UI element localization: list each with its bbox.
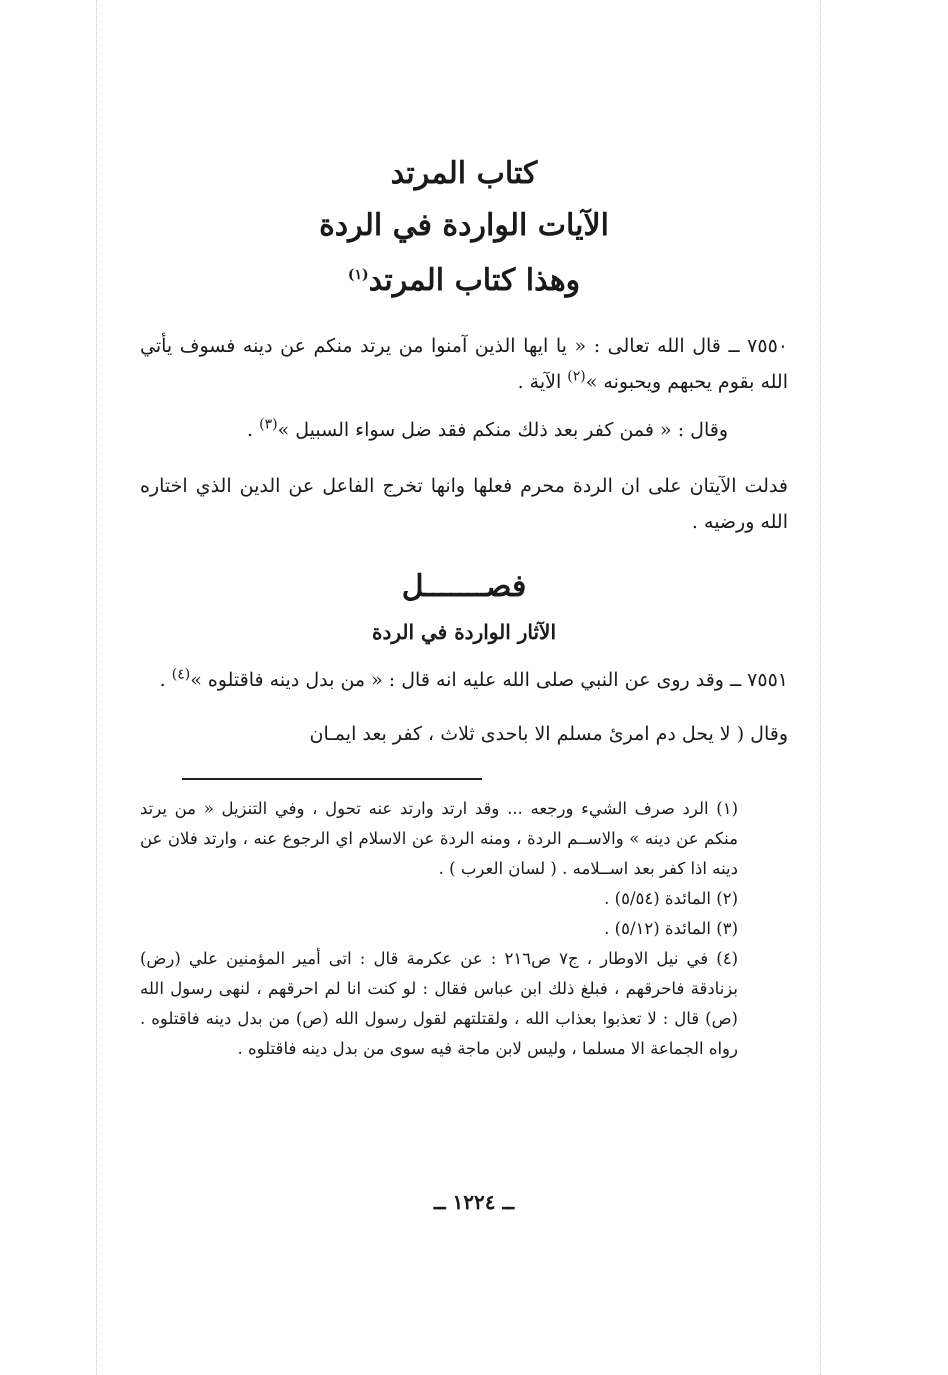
- scan-margin-line-right: [820, 0, 822, 1375]
- second-verse-tail: .: [247, 419, 260, 441]
- page-content: [140, 150, 788, 1064]
- paragraph-7550-tail: الآية .: [517, 371, 568, 393]
- footnote-separator: [182, 778, 482, 780]
- heading-line3-text: وهذا كتاب المرتد: [368, 263, 581, 298]
- section-subtitle: الآثار الواردة في الردة: [371, 620, 557, 644]
- footnote-2: (٢) المائدة (٥/٥٤) .: [604, 889, 738, 908]
- paragraph-hadith: وقال ( لا يحل دم امرئ مسلم الا باحدى ثلاث ، كفر بعد ايمـان: [309, 723, 788, 745]
- footnote-1: (١) الرد صرف الشيء ورجعه ... وقد ارتد وارتد عنه تحول ، وفي التنزيل « من يرتد منكم عن دينه » والاســم الردة ، ومنه الردة عن الاسلام اي الرجوع عنه ، وارتد فلان عن دينه اذا كفر بعد اســلامه . ( لسان العرب ) .: [140, 799, 738, 878]
- paragraph-7551-tail: .: [159, 669, 172, 691]
- paragraph-conclusion: فدلت الآيتان على ان الردة محرم فعلها وانها تخرج الفاعل عن الدين الذي اختاره الله ورضيه .: [140, 475, 788, 533]
- paragraph-second-verse: [140, 412, 788, 448]
- page-number: ــ ١٢٢٤ ــ: [433, 1190, 515, 1214]
- footnote-ref-2: (٢): [567, 368, 586, 385]
- footnote-ref-4: (٤): [171, 666, 191, 683]
- paragraph-7551: [140, 662, 788, 698]
- second-verse-text: وقال : « فمن كفر بعد ذلك منكم فقد ضل سواء السبيل »: [277, 419, 728, 441]
- paragraph-7550-text: ٧٥٥٠ ــ قال الله تعالى : « يا ايها الذين آمنوا من يرتد منكم عن دينه فسوف يأتي الله بقوم يحبهم ويحبونه »: [140, 335, 788, 393]
- chapter-subtitle: الآيات الواردة في الردة: [319, 208, 609, 243]
- paragraph-7551-text: ٧٥٥١ ــ وقد روى عن النبي صلى الله عليه انه قال : « من بدل دينه فاقتلوه »: [190, 669, 788, 691]
- footnote-ref-1: (١): [347, 267, 369, 283]
- scan-margin-line-left: [96, 0, 98, 1375]
- chapter-heading-line3: [140, 254, 788, 308]
- footnote-ref-3: (٣): [259, 416, 278, 433]
- paragraph-7550: [140, 328, 788, 400]
- section-title: فصـــــــل: [401, 569, 527, 604]
- chapter-title: كتاب المرتد: [390, 156, 538, 191]
- footnote-4: (٤) في نيل الاوطار ، ج٧ ص٢١٦ : عن عكرمة قال : اتى أمير المؤمنين علي (رض) بزنادقة فاحرقهم ، فبلغ ذلك ابن عباس فقال : لو كنت انا لم احرقهم ، لنهى رسول الله (ص) قال : لا تعذبوا بعذاب الله ، ولقتلتهم لقول رسول الله (ص) من بدل دينه فاقتلوه . رواه الجماعة الا مسلما ، وليس لابن ماجة فيه سوى من بدل دينه فاقتلوه .: [140, 949, 738, 1058]
- footnote-3: (٣) المائدة (٥/١٢) .: [604, 919, 738, 938]
